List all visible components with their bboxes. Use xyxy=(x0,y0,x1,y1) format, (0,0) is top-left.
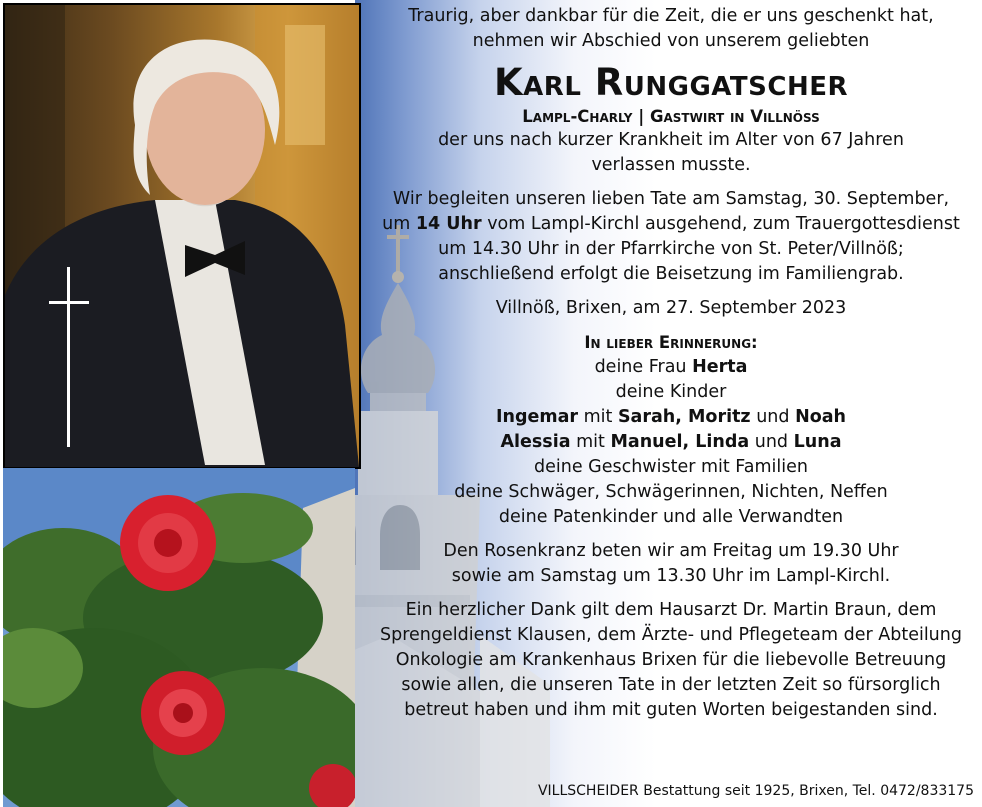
child-name: Ingemar xyxy=(495,407,579,427)
child-name: Alessia xyxy=(500,432,571,452)
child-und: und xyxy=(756,407,790,427)
death-line: verlassen musste. xyxy=(591,155,751,175)
funeral-line xyxy=(360,212,982,237)
funeral-line-rest: vom Lampl-Kirchl ausgehend, zum Trauergottesdienst xyxy=(487,214,960,234)
thanks-line: Ein herzlicher Dank gilt dem Hausarzt Dr. Martin Braun, dem xyxy=(405,600,937,620)
mourner-child xyxy=(360,405,982,430)
funeral-home-footer: VILLSCHEIDER Bestattung seit 1925, Brixen, Tel. 0472/833175 xyxy=(537,783,974,799)
thanks-line: Sprengeldienst Klausen, dem Ärzte- und Pflegeteam der Abteilung xyxy=(380,625,962,645)
child-family-last: Luna xyxy=(793,432,842,452)
thanks-line: betreut haben und ihm mit guten Worten beigestanden sind. xyxy=(404,700,938,720)
intro-line: Traurig, aber dankbar für die Zeit, die er uns geschenkt hat, xyxy=(408,6,934,26)
thanks-line: sowie allen, die unseren Tate in der letzten Zeit so fürsorglich xyxy=(401,675,941,695)
rosary-line: sowie am Samstag um 13.30 Uhr im Lampl-Kirchl. xyxy=(451,566,891,586)
obituary-text xyxy=(360,0,982,723)
mourner-wife xyxy=(360,355,982,380)
child-mit: mit xyxy=(583,407,613,427)
funeral-line: Wir begleiten unseren lieben Tate am Samstag, 30. September, xyxy=(392,189,950,209)
intro-line: nehmen wir Abschied von unserem geliebten xyxy=(472,31,870,51)
mourner-godchildren: deine Patenkinder und alle Verwandten xyxy=(498,507,844,527)
mourner-siblings: deine Geschwister mit Familien xyxy=(533,457,808,477)
funeral-time: 14 Uhr xyxy=(415,214,482,234)
child-mit: mit xyxy=(576,432,605,452)
funeral-um: um xyxy=(382,214,411,234)
children-label: deine Kinder xyxy=(615,382,727,402)
portrait-photo xyxy=(3,3,361,469)
mourners-heading: In lieber Erinnerung: xyxy=(584,333,758,352)
deceased-name: Karl Runggatscher xyxy=(494,61,848,104)
roses-photo xyxy=(3,468,355,807)
child-und: und xyxy=(754,432,789,452)
mourner-child xyxy=(360,430,982,455)
child-family: Sarah, Moritz xyxy=(617,407,751,427)
mourner-inlaws: deine Schwäger, Schwägerinnen, Nichten, Neffen xyxy=(454,482,888,502)
rosary-line: Den Rosenkranz beten wir am Freitag um 19.30 Uhr xyxy=(443,541,899,561)
death-line: der uns nach kurzer Krankheit im Alter von 67 Jahren xyxy=(438,130,904,150)
wife-prefix: deine Frau xyxy=(594,357,687,377)
place-date: Villnöß, Brixen, am 27. September 2023 xyxy=(495,298,847,318)
funeral-line: um 14.30 Uhr in der Pfarrkirche von St. Peter/Villnöß; xyxy=(438,239,904,259)
deceased-nickname: Lampl-Charly | Gastwirt in Villnöß xyxy=(522,107,820,126)
funeral-line: anschließend erfolgt die Beisetzung im Familiengrab. xyxy=(438,264,904,284)
child-family: Manuel, Linda xyxy=(610,432,750,452)
child-family-last: Noah xyxy=(795,407,847,427)
thanks-line: Onkologie am Krankenhaus Brixen für die liebevolle Betreuung xyxy=(395,650,947,670)
wife-name: Herta xyxy=(692,357,748,377)
